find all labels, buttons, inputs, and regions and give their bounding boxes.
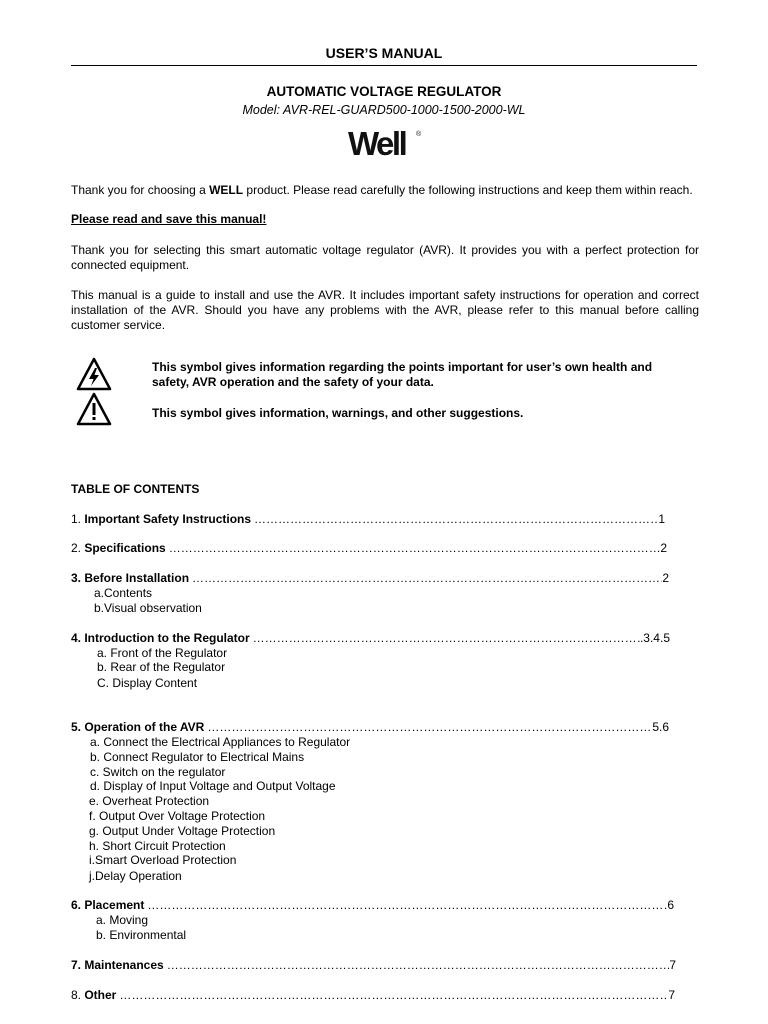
toc-sub-item: b. Environmental	[96, 928, 187, 942]
toc-sub-item: g. Output Under Voltage Protection	[89, 824, 276, 838]
toc-entry-safety[interactable]: 1. Important Safety Instructions …………………………………………………………………………………………………………………………………………………………………………………………… 1	[71, 512, 665, 527]
warnings-symbol-text: This symbol gives information, warnings, and other suggestions.	[152, 406, 524, 420]
toc-leader	[189, 571, 662, 586]
save-manual-notice: Please read and save this manual!	[71, 212, 267, 226]
toc-page-number: 7	[669, 958, 676, 972]
toc-entry-specifications[interactable]: 2. Specifications …………………………………………………………………………………………………………………………………………………………………………………………… 2	[71, 541, 667, 556]
toc-sub-item: a. Connect the Electrical Appliances to Regulator	[90, 735, 351, 749]
electric-shock-warning-icon	[76, 357, 112, 391]
toc-sub-item: b.Visual observation	[94, 601, 202, 615]
toc-page-number: 7	[668, 988, 675, 1002]
toc-page-number: .3.4.5	[639, 631, 670, 645]
toc-sub-item: a. Moving	[96, 913, 149, 927]
toc-entry-introduction[interactable]: 4. Introduction to the Regulator …………………………………………………………………………………………………………………………………………………………………………………………… .3.4.5	[71, 631, 670, 646]
brand-name: WELL	[209, 183, 244, 197]
page-header: USER’S MANUAL	[71, 46, 697, 66]
toc-leader	[116, 988, 668, 1003]
toc-entry-maintenances[interactable]: 7. Maintenances …………………………………………………………………………………………………………………………………………………………………………………………… 7	[71, 958, 676, 973]
logo-text: Well	[348, 125, 406, 162]
toc-title: TABLE OF CONTENTS	[71, 482, 200, 496]
well-logo	[346, 124, 426, 162]
toc-entry-placement[interactable]: 6. Placement …………………………………………………………………………………………………………………………………………………………………………………………… 6	[71, 898, 674, 913]
toc-entry-before-installation[interactable]: 3. Before Installation …………………………………………………………………………………………………………………………………………………………………………………………… 2	[71, 571, 669, 586]
toc-sub-item: e. Overheat Protection	[89, 794, 210, 808]
toc-sub-item: a. Front of the Regulator	[97, 646, 228, 660]
toc-page-number: 6	[667, 898, 674, 912]
toc-sub-item: f. Output Over Voltage Protection	[89, 809, 266, 823]
toc-sub-item: d. Display of Input Voltage and Output Voltage	[90, 779, 336, 793]
toc-leader	[251, 512, 658, 527]
toc-sub-item: j.Delay Operation	[89, 869, 182, 883]
toc-sub-item: C. Display Content	[97, 676, 198, 690]
toc-sub-item: c. Switch on the regulator	[90, 765, 226, 779]
intro-paragraph-1: Thank you for choosing a WELL product. Please read carefully the following instructions and keep them within reach.	[71, 183, 693, 197]
exclamation-warning-icon	[76, 392, 112, 426]
toc-sub-item: a.Contents	[94, 586, 153, 600]
toc-page-number: 5.6	[652, 720, 669, 734]
toc-sub-item: b. Connect Regulator to Electrical Mains	[90, 750, 305, 764]
intro-paragraph-3: This manual is a guide to install and use the AVR. It includes important safety instructions for operation and correct installation of the AVR. Should you have any problems with the AVR, please refer to this manual before calling customer service.	[71, 288, 699, 332]
toc-page-number: 1	[658, 512, 665, 526]
toc-leader	[166, 541, 661, 556]
toc-sub-item: h. Short Circuit Protection	[89, 839, 226, 853]
toc-page-number: 2	[660, 541, 667, 555]
toc-sub-item: b. Rear of the Regulator	[97, 660, 226, 674]
toc-leader	[144, 898, 667, 913]
logo-registered-mark: ®	[416, 131, 422, 138]
intro-paragraph-2: Thank you for selecting this smart automatic voltage regulator (AVR). It provides you with a perfect protection for connected equipment.	[71, 243, 699, 272]
toc-leader	[250, 631, 640, 646]
toc-leader	[164, 958, 670, 973]
toc-page-number: 2	[662, 571, 669, 585]
document-title: AUTOMATIC VOLTAGE REGULATOR	[266, 84, 502, 99]
model-number: Model: AVR-REL-GUARD500-1000-1500-2000-WL	[242, 103, 526, 117]
toc-entry-other[interactable]: 8. Other …………………………………………………………………………………………………………………………………………………………………………………………… 7	[71, 988, 675, 1003]
health-safety-symbol-text: This symbol gives information regarding the points important for user’s own health and safety, AVR operation and the safety of your data.	[152, 360, 653, 389]
toc-leader	[204, 720, 652, 735]
toc-entry-operation[interactable]: 5. Operation of the AVR …………………………………………………………………………………………………………………………………………………………………………………………… 5.6	[71, 720, 669, 735]
toc-sub-item: i.Smart Overload Protection	[89, 853, 237, 867]
